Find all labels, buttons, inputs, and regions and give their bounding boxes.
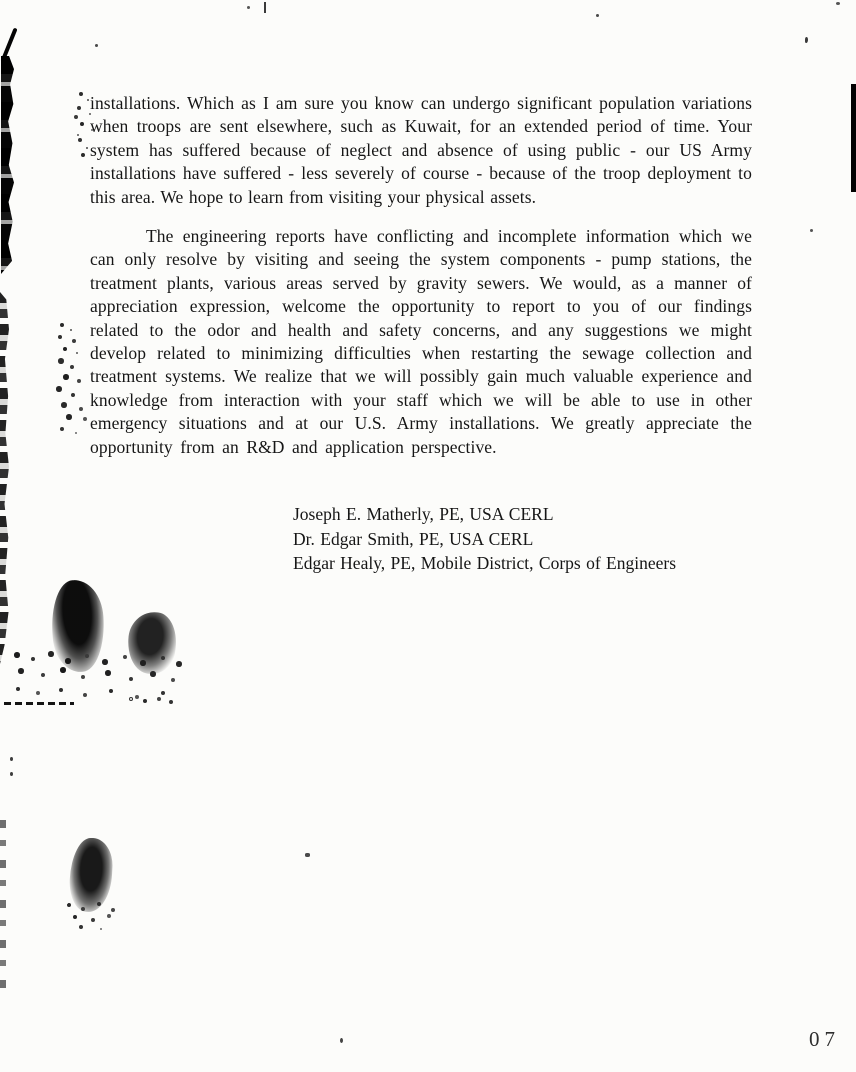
scan-right-edge-bar <box>851 84 856 192</box>
scan-dot <box>340 1038 343 1043</box>
scan-dot <box>305 853 310 857</box>
page-number: 07 <box>809 1027 840 1051</box>
scan-dot <box>810 229 813 232</box>
paragraph-engineering-reports: The engineering reports have conflicting and incomplete information which we can only resolve by visiting and seeing the system components - pump stations, the treatment plants, various areas served by gravity sewers. We would, as a manner of appreciation expression, welcome the opportunity to report to you of our findings related to the odor and health and safety concerns, and any suggestions we might develop related to minimizing difficulties when restarting the sewage collection and treatment systems. We realize that we will possibly gain much valuable experience and knowledge from interaction with your staff which we will be able to use in other emergency situations and at our U.S. Army installations. We greatly appreciate the opportunity from an R&D and application perspective. <box>90 226 752 457</box>
scan-speckle-low <box>66 902 68 904</box>
scan-dot <box>247 6 250 9</box>
scan-ink-blob <box>49 578 107 673</box>
scan-dot <box>10 772 13 776</box>
signature-block <box>293 502 752 576</box>
scan-dot <box>805 37 808 43</box>
scan-dot <box>596 14 599 17</box>
signatory-name: Joseph E. Matherly, PE, USA CERL <box>293 504 554 525</box>
scan-ink-blob <box>125 610 179 677</box>
scan-speckle-top <box>78 90 80 92</box>
signatory-name: Dr. Edgar Smith, PE, USA CERL <box>293 528 534 549</box>
scan-tick-mark <box>264 2 266 13</box>
paragraph-continuation: installations. Which as I am sure you know can undergo significant population variations when troops are sent elsewhere, such as Kuwait, for an extended period of time. Your system has suffered because of neglect and absence of using public - our US Army installations have suffered - less severely of course - because of the troop deployment to this area. We hope to learn from visiting your physical assets. <box>90 93 752 207</box>
scan-dash-line <box>4 702 74 705</box>
signatory-name: Edgar Healy, PE, Mobile District, Corps of Engineers <box>293 553 677 574</box>
scan-ink-blob <box>68 837 114 913</box>
scan-speckle-field <box>12 652 14 654</box>
letter-body <box>90 92 752 576</box>
scan-edge-streak-low <box>0 820 6 990</box>
scan-dot <box>95 44 98 47</box>
scan-speckle-mid <box>58 322 60 324</box>
scan-dot <box>10 757 13 761</box>
scan-dash-dots <box>130 698 132 700</box>
scan-corner-slash <box>0 28 17 63</box>
scan-dot <box>836 2 840 5</box>
scan-edge-streak-mid <box>0 292 9 664</box>
scan-edge-streak-top <box>1 56 14 274</box>
